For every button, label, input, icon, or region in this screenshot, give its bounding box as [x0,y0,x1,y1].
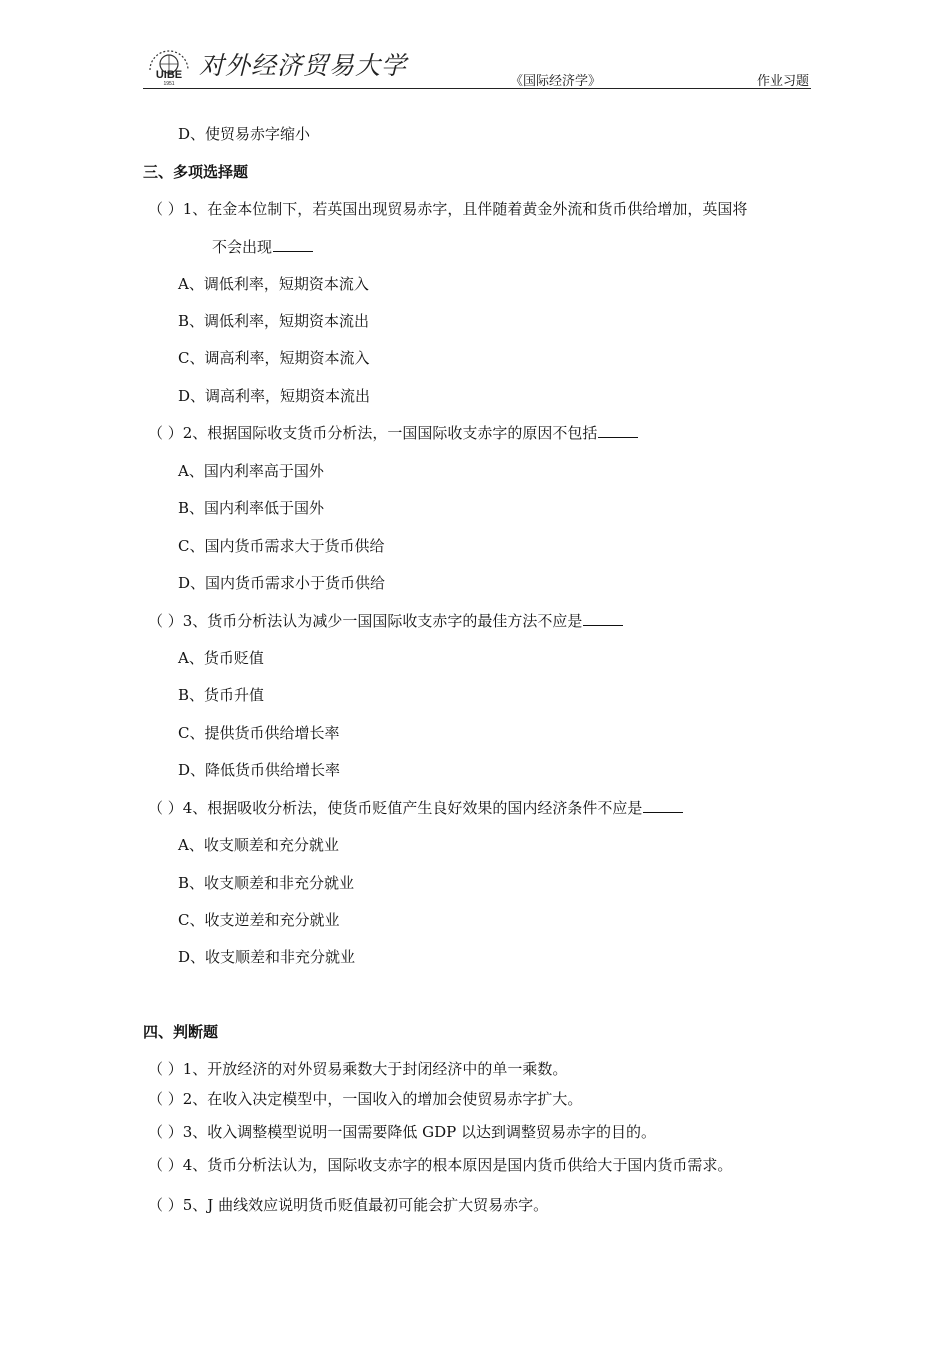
answer-blank [643,798,683,813]
homework-label: 作业习题 [756,74,809,89]
university-logo-icon [146,48,192,86]
question-2-option-b: B、国内利率低于国外 [178,499,325,517]
question-1-option-c: C、调高利率，短期资本流入 [178,349,370,367]
question-2-option-d: D、国内货币需求小于货币供给 [178,574,386,592]
question-1-stem: （ ）1、在金本位制下，若英国出现贸易赤字，且伴随着黄金外流和货币供给增加，英国将 [148,200,748,218]
question-1-option-d: D、调高利率，短期资本流出 [178,387,371,405]
question-4-option-b: B、收支顺差和非充分就业 [178,874,355,892]
judgment-item-4: （ ）4、货币分析法认为，国际收支赤字的根本原因是国内货币供给大于国内货币需求。 [148,1156,733,1174]
question-3-option-b: B、货币升值 [178,686,265,704]
section-heading-true-false: 四、判断题 [143,1023,219,1041]
question-4-option-c: C、收支逆差和充分就业 [178,911,340,929]
question-2-stem: （ ）2、根据国际收支货币分析法，一国国际收支赤字的原因不包括 [148,423,638,443]
course-title: 《国际经济学》 [510,74,602,89]
leading-option: D、使贸易赤字缩小 [178,125,311,143]
question-3-option-c: C、提供货币供给增长率 [178,724,340,742]
question-1-option-a: A、调低利率，短期资本流入 [178,275,369,293]
question-3-option-d: D、降低货币供给增长率 [178,761,341,779]
judgment-item-3: （ ）3、收入调整模型说明一国需要降低 GDP 以达到调整贸易赤字的目的。 [148,1123,656,1141]
judgment-item-1: （ ）1、开放经济的对外贸易乘数大于封闭经济中的单一乘数。 [148,1060,568,1078]
question-1-option-b: B、调低利率，短期资本流出 [178,312,370,330]
university-name-logo: 对外经济贸易大学 [199,51,408,80]
answer-blank [583,611,623,626]
question-1-stem-cont: 不会出现 [212,237,313,257]
answer-blank [598,423,638,438]
question-3-stem: （ ）3、货币分析法认为减少一国国际收支赤字的最佳方法不应是 [148,611,623,631]
section-heading-multiple-choice: 三、多项选择题 [143,163,249,181]
judgment-item-2: （ ）2、在收入决定模型中，一国收入的增加会使贸易赤字扩大。 [148,1090,583,1108]
logo-year: 1951 [163,81,175,86]
question-2-option-a: A、国内利率高于国外 [178,462,324,480]
question-3-option-a: A、货币贬值 [178,649,264,667]
judgment-item-5: （ ）5、J 曲线效应说明货币贬值最初可能会扩大贸易赤字。 [148,1196,549,1214]
page-header [143,44,811,89]
logo-abbr: UIBE [155,69,183,81]
question-4-option-d: D、收支顺差和非充分就业 [178,948,356,966]
question-2-option-c: C、国内货币需求大于货币供给 [178,537,385,555]
answer-blank [273,237,313,252]
question-4-stem: （ ）4、根据吸收分析法，使货币贬值产生良好效果的国内经济条件不应是 [148,798,683,818]
question-4-option-a: A、收支顺差和充分就业 [178,836,339,854]
